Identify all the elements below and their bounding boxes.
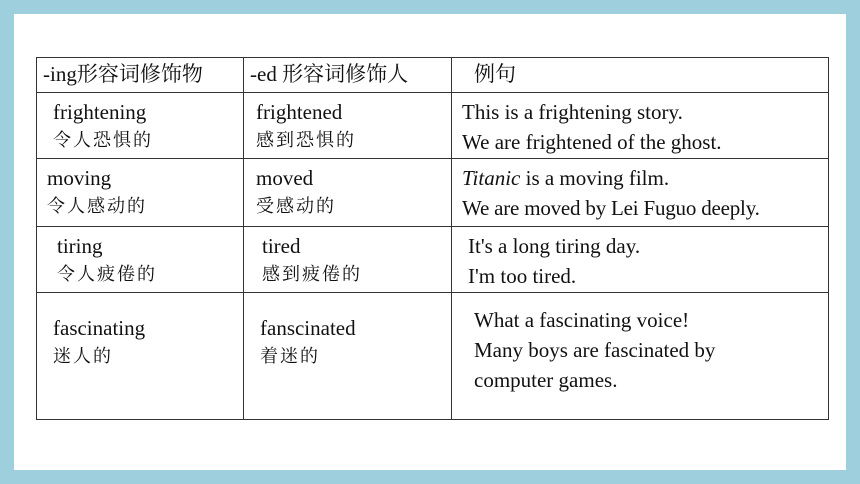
example-sentence-rest: is a moving film. <box>520 166 670 190</box>
ing-word: frightening <box>53 100 147 124</box>
ing-cell <box>37 293 244 420</box>
vocabulary-table <box>36 57 829 420</box>
ing-meaning: 令人感动的 <box>47 196 147 217</box>
film-title: Titanic <box>462 166 521 190</box>
ed-cell <box>244 227 452 293</box>
ing-meaning: 令人疲倦的 <box>57 264 157 285</box>
header-ed-text: -ed 形容词修饰人 <box>250 62 409 86</box>
ed-cell <box>244 93 452 159</box>
slide <box>14 14 846 470</box>
ed-word: moved <box>256 166 314 190</box>
header-example-text: 例句 <box>474 62 516 86</box>
ing-word: tiring <box>57 234 103 258</box>
ed-meaning: 受感动的 <box>256 196 336 217</box>
ed-word: tired <box>262 234 301 258</box>
example-cell <box>452 159 829 227</box>
ing-word: fascinating <box>53 316 146 340</box>
example-sentence: We are frightened of the ghost. <box>462 130 722 154</box>
example-sentence: We are moved by Lei Fuguo deeply. <box>462 196 760 220</box>
ed-meaning: 着迷的 <box>260 346 320 367</box>
ing-cell <box>37 93 244 159</box>
example-sentence: It's a long tiring day. <box>468 234 641 258</box>
ing-cell <box>37 159 244 227</box>
header-ing-text: -ing形容词修饰物 <box>43 62 203 86</box>
example-sentence <box>462 163 828 193</box>
ing-cell <box>37 227 244 293</box>
ing-meaning: 迷人的 <box>53 346 113 367</box>
table-row <box>37 159 829 227</box>
ing-meaning: 令人恐惧的 <box>53 130 153 151</box>
ed-cell <box>244 159 452 227</box>
ed-word: frightened <box>256 100 343 124</box>
example-cell <box>452 227 829 293</box>
ed-word: fanscinated <box>260 316 356 340</box>
example-cell <box>452 93 829 159</box>
table-row <box>37 93 829 159</box>
example-sentence: What a fascinating voice! <box>474 308 690 332</box>
table-row <box>37 227 829 293</box>
example-sentence: I'm too tired. <box>468 264 577 288</box>
table-header-row <box>37 58 829 93</box>
header-cell-ed <box>244 58 452 93</box>
header-cell-example <box>452 58 829 93</box>
ed-meaning: 感到恐惧的 <box>256 130 356 151</box>
example-sentence: This is a frightening story. <box>462 100 683 124</box>
ing-word: moving <box>47 166 112 190</box>
ed-cell <box>244 293 452 420</box>
table-row <box>37 293 829 420</box>
example-sentence: Many boys are fascinated by <box>474 338 716 362</box>
ed-meaning: 感到疲倦的 <box>262 264 362 285</box>
example-cell <box>452 293 829 420</box>
header-cell-ing <box>37 58 244 93</box>
example-sentence: computer games. <box>474 368 618 392</box>
